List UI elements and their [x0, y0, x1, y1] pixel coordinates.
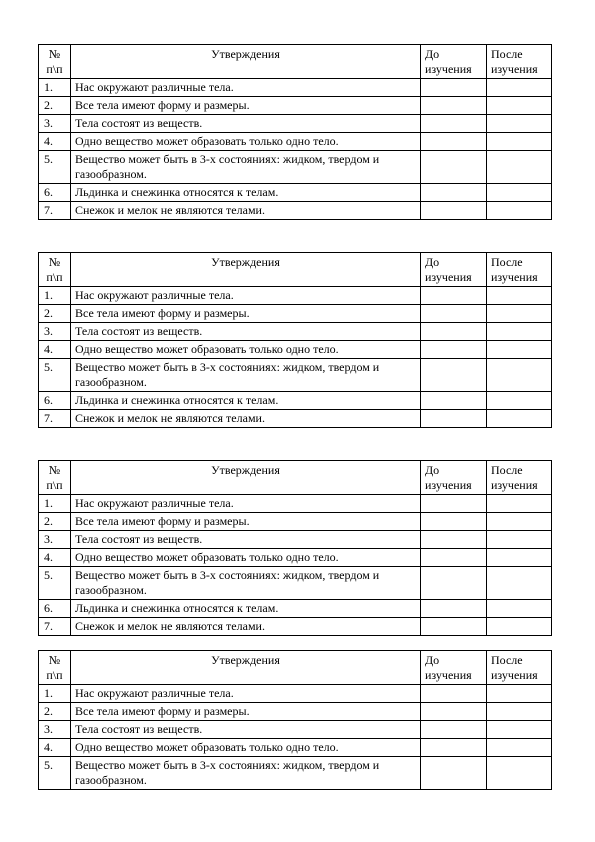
before-study-cell[interactable]: [421, 567, 487, 600]
row-number: 5.: [39, 151, 71, 184]
before-study-cell[interactable]: [421, 392, 487, 410]
row-statement: Нас окружают различные тела.: [71, 495, 421, 513]
header-statements: Утверждения: [71, 45, 421, 79]
before-study-cell[interactable]: [421, 685, 487, 703]
row-statement: Нас окружают различные тела.: [71, 685, 421, 703]
table-row: [39, 151, 552, 184]
row-statement: Одно вещество может образовать только одно тело.: [71, 739, 421, 757]
header-after-study: После изучения: [487, 45, 552, 79]
row-statement: Снежок и мелок не являются телами.: [71, 618, 421, 636]
row-number: 2.: [39, 305, 71, 323]
table-row: [39, 305, 552, 323]
table-row: [39, 392, 552, 410]
row-statement: Льдинка и снежинка относятся к телам.: [71, 600, 421, 618]
before-study-cell[interactable]: [421, 151, 487, 184]
header-before-study: До изучения: [421, 45, 487, 79]
after-study-cell[interactable]: [487, 79, 552, 97]
table-row: [39, 567, 552, 600]
row-statement: Одно вещество может образовать только одно тело.: [71, 133, 421, 151]
row-statement: Вещество может быть в 3-х состояниях: жидком, твердом и газообразном.: [71, 359, 421, 392]
after-study-cell[interactable]: [487, 184, 552, 202]
row-statement: Вещество может быть в 3-х состояниях: жидком, твердом и газообразном.: [71, 567, 421, 600]
header-before-study: До изучения: [421, 651, 487, 685]
after-study-cell[interactable]: [487, 392, 552, 410]
header-after-study: После изучения: [487, 253, 552, 287]
row-number: 5.: [39, 567, 71, 600]
table-row: [39, 549, 552, 567]
header-row: [39, 461, 552, 495]
table-row: [39, 531, 552, 549]
after-study-cell[interactable]: [487, 410, 552, 428]
table-row: [39, 600, 552, 618]
after-study-cell[interactable]: [487, 618, 552, 636]
row-number: 7.: [39, 202, 71, 220]
row-statement: Тела состоят из веществ.: [71, 721, 421, 739]
before-study-cell[interactable]: [421, 513, 487, 531]
after-study-cell[interactable]: [487, 757, 552, 790]
after-study-cell[interactable]: [487, 115, 552, 133]
row-number: 5.: [39, 757, 71, 790]
after-study-cell[interactable]: [487, 685, 552, 703]
table-row: [39, 685, 552, 703]
row-number: 4.: [39, 133, 71, 151]
before-study-cell[interactable]: [421, 359, 487, 392]
after-study-cell[interactable]: [487, 549, 552, 567]
row-statement: Вещество может быть в 3-х состояниях: жидком, твердом и газообразном.: [71, 757, 421, 790]
table-row: [39, 79, 552, 97]
statements-table-1: [38, 44, 552, 220]
row-number: 6.: [39, 184, 71, 202]
after-study-cell[interactable]: [487, 202, 552, 220]
header-row: [39, 45, 552, 79]
row-statement: Все тела имеют форму и размеры.: [71, 97, 421, 115]
after-study-cell[interactable]: [487, 305, 552, 323]
row-number: 4.: [39, 739, 71, 757]
after-study-cell[interactable]: [487, 341, 552, 359]
row-number: 7.: [39, 410, 71, 428]
after-study-cell[interactable]: [487, 495, 552, 513]
header-number: № п\п: [39, 45, 71, 79]
before-study-cell[interactable]: [421, 115, 487, 133]
row-number: 3.: [39, 323, 71, 341]
after-study-cell[interactable]: [487, 600, 552, 618]
before-study-cell[interactable]: [421, 757, 487, 790]
table-row: [39, 97, 552, 115]
row-statement: Нас окружают различные тела.: [71, 79, 421, 97]
table-row: [39, 513, 552, 531]
before-study-cell[interactable]: [421, 495, 487, 513]
row-statement: Все тела имеют форму и размеры.: [71, 305, 421, 323]
header-statements: Утверждения: [71, 461, 421, 495]
statements-table-4: [38, 650, 552, 790]
row-number: 2.: [39, 97, 71, 115]
header-before-study: До изучения: [421, 461, 487, 495]
after-study-cell[interactable]: [487, 721, 552, 739]
before-study-cell[interactable]: [421, 549, 487, 567]
row-number: 1.: [39, 79, 71, 97]
before-study-cell[interactable]: [421, 97, 487, 115]
before-study-cell[interactable]: [421, 305, 487, 323]
before-study-cell[interactable]: [421, 341, 487, 359]
row-number: 3.: [39, 531, 71, 549]
row-statement: Одно вещество может образовать только одно тело.: [71, 341, 421, 359]
row-statement: Тела состоят из веществ.: [71, 531, 421, 549]
after-study-cell[interactable]: [487, 531, 552, 549]
after-study-cell[interactable]: [487, 287, 552, 305]
row-number: 3.: [39, 721, 71, 739]
row-number: 2.: [39, 703, 71, 721]
row-statement: Вещество может быть в 3-х состояниях: жидком, твердом и газообразном.: [71, 151, 421, 184]
before-study-cell[interactable]: [421, 721, 487, 739]
row-statement: Тела состоят из веществ.: [71, 115, 421, 133]
table-row: [39, 202, 552, 220]
row-number: 1.: [39, 495, 71, 513]
row-number: 5.: [39, 359, 71, 392]
header-row: [39, 253, 552, 287]
row-number: 1.: [39, 685, 71, 703]
after-study-cell[interactable]: [487, 151, 552, 184]
row-number: 4.: [39, 341, 71, 359]
row-number: 6.: [39, 392, 71, 410]
table-row: [39, 495, 552, 513]
after-study-cell[interactable]: [487, 133, 552, 151]
before-study-cell[interactable]: [421, 703, 487, 721]
table-row: [39, 739, 552, 757]
table-row: [39, 757, 552, 790]
table-row: [39, 287, 552, 305]
before-study-cell[interactable]: [421, 739, 487, 757]
row-number: 1.: [39, 287, 71, 305]
row-statement: Все тела имеют форму и размеры.: [71, 513, 421, 531]
header-before-study: До изучения: [421, 253, 487, 287]
row-statement: Льдинка и снежинка относятся к телам.: [71, 392, 421, 410]
after-study-cell[interactable]: [487, 359, 552, 392]
after-study-cell[interactable]: [487, 323, 552, 341]
after-study-cell[interactable]: [487, 97, 552, 115]
before-study-cell[interactable]: [421, 133, 487, 151]
table-row: [39, 703, 552, 721]
row-statement: Одно вещество может образовать только одно тело.: [71, 549, 421, 567]
before-study-cell[interactable]: [421, 600, 487, 618]
row-statement: Тела состоят из веществ.: [71, 323, 421, 341]
after-study-cell[interactable]: [487, 703, 552, 721]
before-study-cell[interactable]: [421, 202, 487, 220]
statements-table-3: [38, 460, 552, 636]
row-statement: Льдинка и снежинка относятся к телам.: [71, 184, 421, 202]
before-study-cell[interactable]: [421, 618, 487, 636]
before-study-cell[interactable]: [421, 287, 487, 305]
after-study-cell[interactable]: [487, 567, 552, 600]
table-row: [39, 341, 552, 359]
before-study-cell[interactable]: [421, 184, 487, 202]
after-study-cell[interactable]: [487, 513, 552, 531]
header-number: № п\п: [39, 253, 71, 287]
before-study-cell[interactable]: [421, 410, 487, 428]
after-study-cell[interactable]: [487, 739, 552, 757]
table-row: [39, 721, 552, 739]
row-statement: Все тела имеют форму и размеры.: [71, 703, 421, 721]
table-row: [39, 115, 552, 133]
table-row: [39, 410, 552, 428]
row-number: 4.: [39, 549, 71, 567]
header-statements: Утверждения: [71, 651, 421, 685]
before-study-cell[interactable]: [421, 323, 487, 341]
row-number: 7.: [39, 618, 71, 636]
table-row: [39, 133, 552, 151]
row-statement: Снежок и мелок не являются телами.: [71, 202, 421, 220]
header-after-study: После изучения: [487, 461, 552, 495]
table-row: [39, 359, 552, 392]
row-number: 3.: [39, 115, 71, 133]
header-after-study: После изучения: [487, 651, 552, 685]
row-statement: Снежок и мелок не являются телами.: [71, 410, 421, 428]
row-statement: Нас окружают различные тела.: [71, 287, 421, 305]
table-row: [39, 184, 552, 202]
before-study-cell[interactable]: [421, 531, 487, 549]
header-number: № п\п: [39, 461, 71, 495]
header-row: [39, 651, 552, 685]
statements-table-2: [38, 252, 552, 428]
row-number: 2.: [39, 513, 71, 531]
table-row: [39, 323, 552, 341]
header-number: № п\п: [39, 651, 71, 685]
before-study-cell[interactable]: [421, 79, 487, 97]
row-number: 6.: [39, 600, 71, 618]
table-row: [39, 618, 552, 636]
header-statements: Утверждения: [71, 253, 421, 287]
